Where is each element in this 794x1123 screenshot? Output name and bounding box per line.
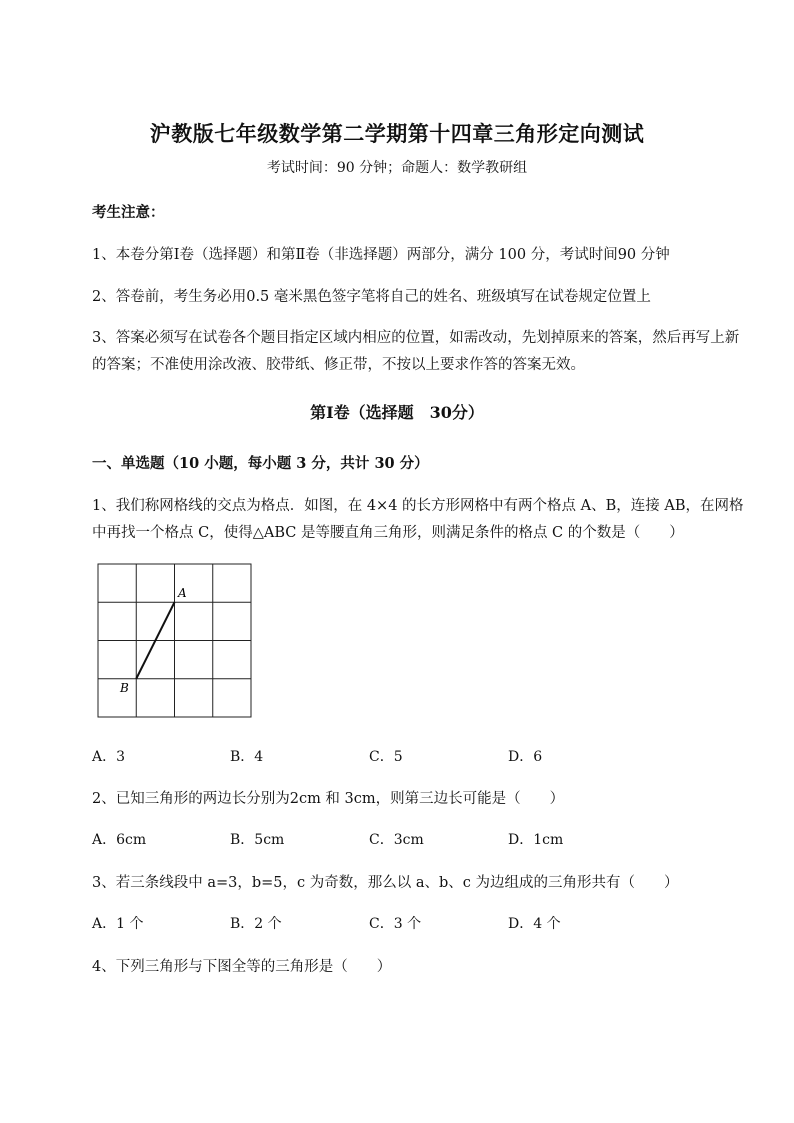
q2-option-c[interactable]: C．3cm [369, 832, 424, 848]
grid-figure [90, 560, 260, 725]
notice-item-3-continued: 的答案；不准使用涂改液、胶带纸、修正带，不按以上要求作答的答案无效。 [92, 357, 585, 373]
notice-item-3: 3、答案必须写在试卷各个题目指定区域内相应的位置，如需改动，先划掉原来的答案，然后再写上新 [92, 330, 740, 346]
q3-option-b[interactable]: B．2 个 [230, 916, 282, 932]
notice-item-1: 1、本卷分第Ⅰ卷（选择题）和第Ⅱ卷（非选择题）两部分，满分 100 分，考试时间90 分钟 [92, 247, 670, 263]
q3-option-a[interactable]: A．1 个 [92, 916, 144, 932]
exam-subtitle: 考试时间：90 分钟；命题人：数学教研组 [266, 160, 528, 176]
part-title: 第Ⅰ卷（选择题 30分） [310, 403, 484, 422]
q1-option-c[interactable]: C．5 [369, 749, 403, 765]
q2-option-a[interactable]: A．6cm [92, 832, 147, 848]
question-1-line-1: 1、我们称网格线的交点为格点．如图，在 4×4 的长方形网格中有两个格点 A、B，连接 AB，在网格 [92, 498, 744, 514]
notice-heading: 考生注意： [92, 204, 165, 221]
q2-option-d[interactable]: D．1cm [508, 832, 564, 848]
question-1-line-2: 中再找一个格点 C，使得△ABC 是等腰直角三角形，则满足条件的格点 C 的个数是（ ） [92, 525, 684, 541]
q3-option-c[interactable]: C．3 个 [369, 916, 422, 932]
exam-title: 沪教版七年级数学第二学期第十四章三角形定向测试 [149, 121, 645, 146]
point-a-label: A [178, 586, 187, 600]
question-2-text: 2、已知三角形的两边长分别为2cm 和 3cm，则第三边长可能是（ ） [92, 791, 565, 807]
question-4-text: 4、下列三角形与下图全等的三角形是（ ） [92, 959, 392, 975]
q1-option-b[interactable]: B．4 [230, 749, 264, 765]
notice-item-2: 2、答卷前，考生务必用0.5 毫米黑色签字笔将自己的姓名、班级填写在试卷规定位置上 [92, 289, 651, 305]
q3-option-d[interactable]: D．4 个 [508, 916, 561, 932]
q1-option-d[interactable]: D．6 [508, 749, 543, 765]
question-3-text: 3、若三条线段中 a=3，b=5，c 为奇数，那么以 a、b、c 为边组成的三角形共有（ ） [92, 875, 679, 891]
point-b-label: B [120, 681, 129, 695]
section-heading: 一、单选题（10 小题，每小题 3 分，共计 30 分） [92, 455, 429, 472]
q1-option-a[interactable]: A．3 [92, 749, 126, 765]
q2-option-b[interactable]: B．5cm [230, 832, 285, 848]
